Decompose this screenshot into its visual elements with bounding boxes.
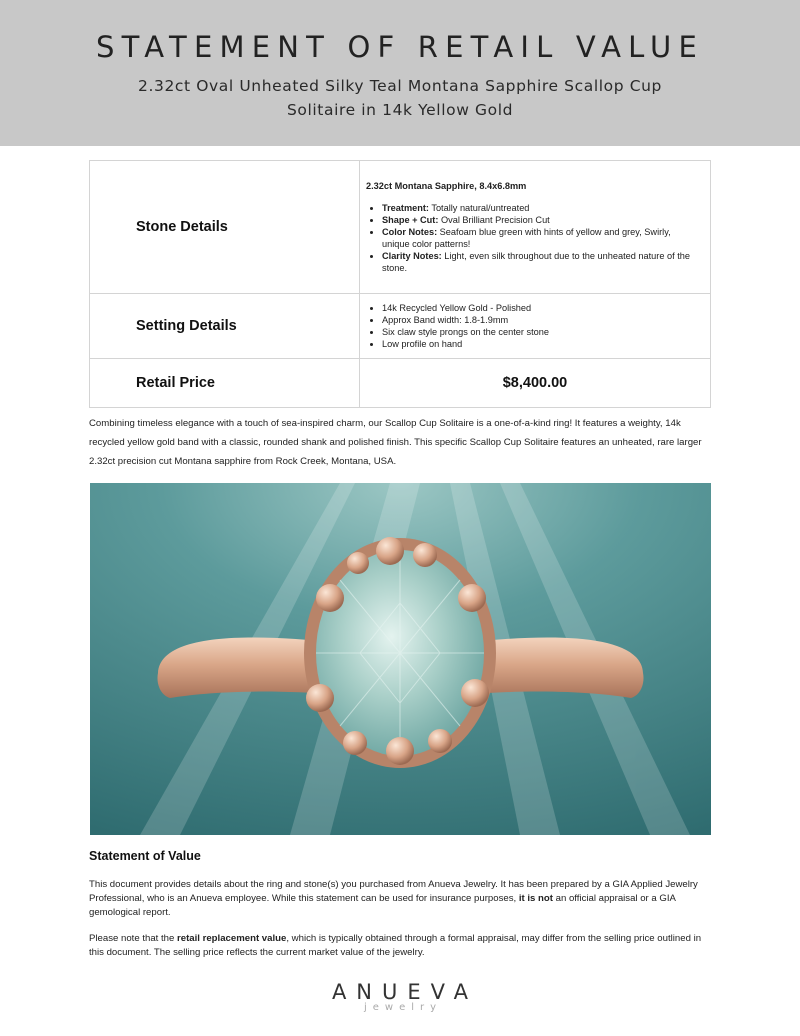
statement-of-value-heading: Statement of Value xyxy=(89,849,201,863)
anueva-logo xyxy=(300,980,500,1013)
logo-subtext: jewelry xyxy=(363,1002,443,1013)
stone-details-list xyxy=(366,202,700,274)
setting-detail-item: • Low profile on hand xyxy=(382,338,700,350)
stone-details-row xyxy=(90,161,711,294)
logo-brand: ANUEVA xyxy=(331,980,479,1004)
setting-details-content xyxy=(360,294,711,359)
detail-key: Shape + Cut: xyxy=(382,215,439,225)
detail-key: Clarity Notes: xyxy=(382,251,442,261)
detail-value: Light, even silk throughout due to the unheated nature of the stone. xyxy=(382,251,690,273)
detail-value: Totally natural/untreated xyxy=(428,203,530,213)
setting-details-row xyxy=(90,294,711,359)
setting-detail-item: • Approx Band width: 1.8-1.9mm xyxy=(382,314,700,326)
stone-detail-item xyxy=(382,250,700,274)
ring-illustration xyxy=(90,483,711,835)
detail-value: Seafoam blue green with hints of yellow and grey, Swirly, unique color patterns! xyxy=(382,227,671,249)
statement-text: This document provides details about the ring and stone(s) you purchased from Anueva Jewelry. It has been prepared by a GIA Applied Jewelry Professional, who is an Anueva employee. While this statement can be used for insurance purposes, xyxy=(89,879,698,904)
retail-price-row xyxy=(90,359,711,408)
details-table xyxy=(89,160,711,408)
product-subtitle: 2.32ct Oval Unheated Silky Teal Montana Sapphire Scallop Cup Solitaire in 14k Yellow Gold xyxy=(138,77,662,119)
ring-photo xyxy=(90,483,711,835)
setting-details-label: Setting Details xyxy=(90,294,360,359)
document-title: STATEMENT OF RETAIL VALUE xyxy=(96,30,704,64)
statement-emphasis: retail replacement value xyxy=(177,933,287,944)
retail-price-value: $8,400.00 xyxy=(360,359,711,408)
statement-paragraph-2 xyxy=(89,932,715,960)
setting-detail-item: • Six claw style prongs on the center stone xyxy=(382,326,700,338)
statement-text: an official appraisal or a GIA gemological report. xyxy=(89,893,676,918)
detail-key: Color Notes: xyxy=(382,227,438,237)
stone-details-content xyxy=(360,161,711,294)
retail-price-label: Retail Price xyxy=(90,359,360,408)
product-description: Combining timeless elegance with a touch of sea-inspired charm, our Scallop Cup Solitaire is a one-of-a-kind ring! It features a weighty, 14k recycled yellow gold band with a classic, rounded shank and polished finish. This specific Scallop Cup Solitaire features an unheated, rare larger 2.32ct precision cut Montana sapphire from Rock Creek, Montana, USA. xyxy=(89,418,702,467)
statement-text: Please note that the xyxy=(89,933,178,944)
stone-heading: 2.32ct Montana Sapphire, 8.4x6.8mm xyxy=(366,181,527,191)
setting-details-list xyxy=(366,302,700,350)
statement-paragraph-1 xyxy=(89,878,715,920)
statement-text: , which is typically obtained through a formal appraisal, may differ from the selling price outlined in this document. The selling price reflects the current market value of the jewelry. xyxy=(89,933,702,958)
stone-detail-item xyxy=(382,202,700,214)
stone-details-label: Stone Details xyxy=(90,161,360,294)
statement-emphasis: it is not xyxy=(518,893,553,904)
detail-value: Oval Brilliant Precision Cut xyxy=(438,215,550,225)
stone-detail-item xyxy=(382,214,700,226)
setting-detail-item: • 14k Recycled Yellow Gold - Polished xyxy=(382,302,700,314)
header-banner xyxy=(0,0,800,146)
detail-key: Treatment: xyxy=(382,203,429,213)
stone-detail-item xyxy=(382,226,700,250)
